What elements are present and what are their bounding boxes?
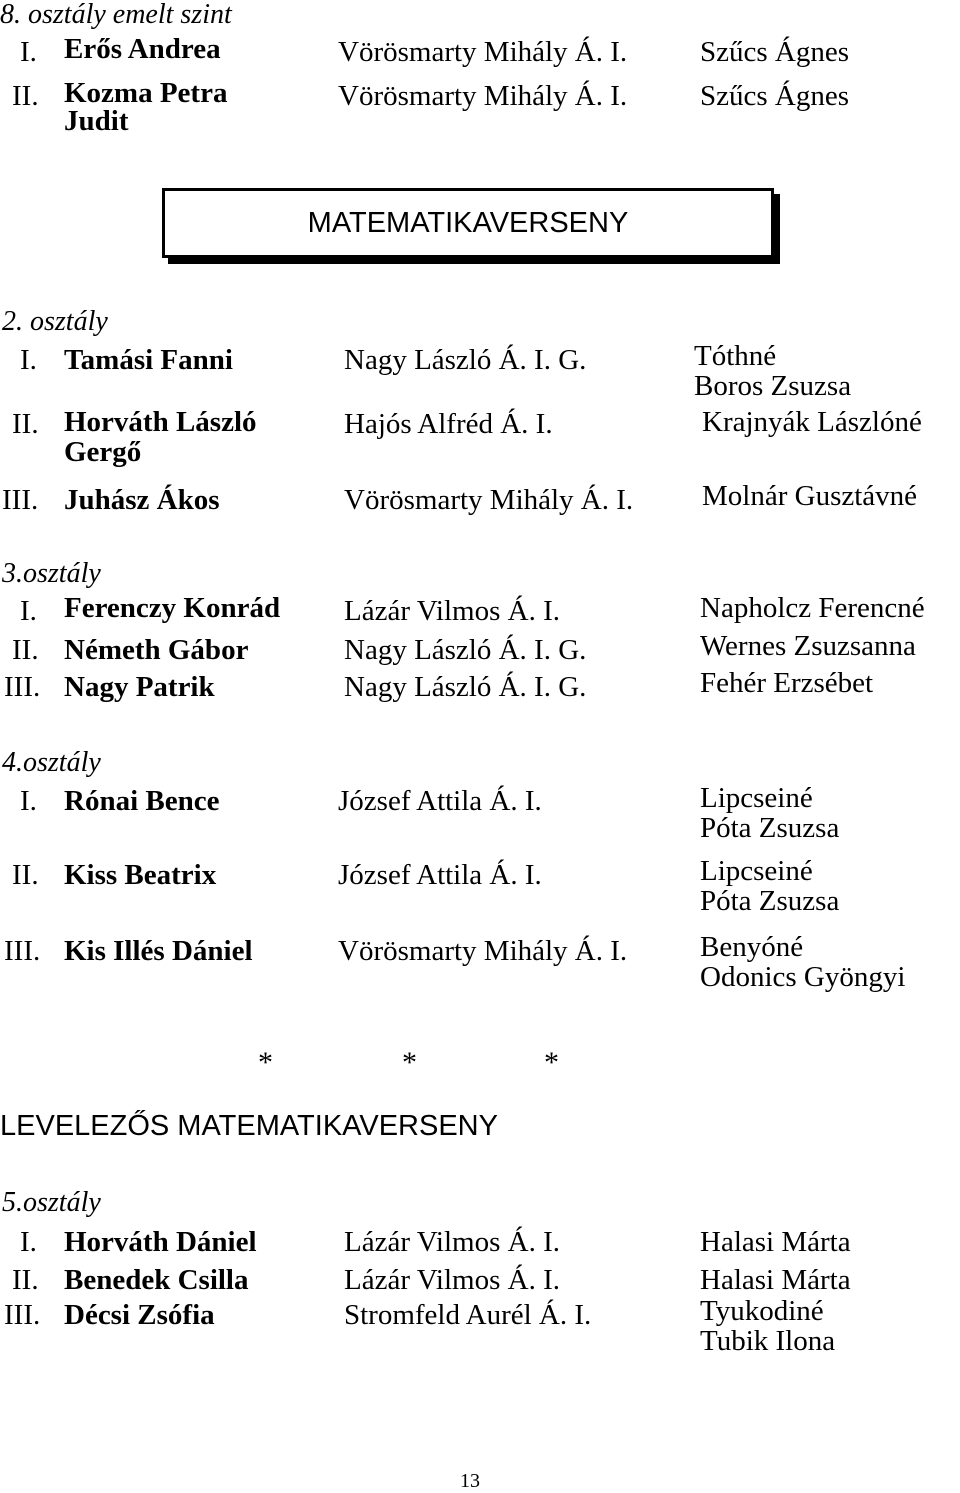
- student-name: Németh Gábor: [64, 634, 249, 666]
- section-heading-2: 2. osztály: [2, 306, 108, 337]
- teacher-name: Molnár Gusztávné: [702, 480, 918, 512]
- section-title-box: [162, 188, 774, 258]
- separator-star: *: [544, 1046, 559, 1079]
- student-name: Ferenczy Konrád: [64, 592, 281, 624]
- teacher-name: Tyukodiné: [700, 1295, 824, 1327]
- teacher-name-continued: Póta Zsuzsa: [700, 812, 840, 844]
- teacher-name: Szűcs Ágnes: [700, 80, 850, 112]
- school-name: Vörösmarty Mihály Á. I.: [338, 935, 628, 967]
- teacher-name: Lipcseiné: [700, 855, 813, 887]
- teacher-name: Krajnyák Lászlóné: [702, 406, 922, 438]
- school-name: Hajós Alfréd Á. I.: [344, 408, 553, 440]
- student-name: Décsi Zsófia: [64, 1299, 215, 1331]
- student-name: Benedek Csilla: [64, 1264, 249, 1296]
- student-name: Horváth Dániel: [64, 1226, 257, 1258]
- teacher-name: Fehér Erzsébet: [700, 667, 874, 699]
- teacher-name-continued: Póta Zsuzsa: [700, 885, 840, 917]
- school-name: Stromfeld Aurél Á. I.: [344, 1299, 592, 1331]
- separator-star: *: [258, 1046, 273, 1079]
- school-name: Lázár Vilmos Á. I.: [344, 1226, 560, 1258]
- student-name-continued: Gergő: [64, 436, 142, 468]
- teacher-name-continued: Boros Zsuzsa: [694, 370, 852, 402]
- teacher-name-continued: Tubik Ilona: [700, 1325, 836, 1357]
- place-label: II.: [12, 634, 39, 666]
- student-name: Kis Illés Dániel: [64, 935, 253, 967]
- student-name: Tamási Fanni: [64, 344, 233, 376]
- teacher-name: Benyóné: [700, 931, 804, 963]
- school-name: Vörösmarty Mihály Á. I.: [344, 484, 634, 516]
- student-name: Juhász Ákos: [64, 484, 220, 516]
- competition-title: MATEMATIKAVERSENY: [307, 207, 629, 239]
- student-name: Rónai Bence: [64, 785, 220, 817]
- student-name: Kozma Petra: [64, 77, 228, 109]
- place-label: I.: [20, 36, 37, 68]
- school-name: Nagy László Á. I. G.: [344, 634, 587, 666]
- student-name-continued: Judit: [64, 105, 129, 137]
- school-name: Lázár Vilmos Á. I.: [344, 1264, 560, 1296]
- student-name: Nagy Patrik: [64, 671, 215, 703]
- place-label: III.: [4, 1299, 41, 1331]
- place-label: I.: [20, 785, 37, 817]
- competition-title-correspondence: LEVELEZŐS MATEMATIKAVERSENY: [0, 1110, 498, 1142]
- page-number: 13: [460, 1470, 480, 1492]
- separator-star: *: [402, 1046, 417, 1079]
- teacher-name-continued: Odonics Gyöngyi: [700, 961, 906, 993]
- student-name: Kiss Beatrix: [64, 859, 217, 891]
- place-label: III.: [2, 484, 39, 516]
- school-name: József Attila Á. I.: [338, 785, 542, 817]
- school-name: Nagy László Á. I. G.: [344, 344, 587, 376]
- school-name: Lázár Vilmos Á. I.: [344, 595, 560, 627]
- student-name: Horváth László: [64, 406, 257, 438]
- teacher-name: Halasi Márta: [700, 1226, 851, 1258]
- place-label: II.: [12, 80, 39, 112]
- teacher-name: Napholcz Ferencné: [700, 592, 925, 624]
- teacher-name: Halasi Márta: [700, 1264, 851, 1296]
- school-name: Vörösmarty Mihály Á. I.: [338, 80, 628, 112]
- teacher-name: Wernes Zsuzsanna: [700, 630, 916, 662]
- teacher-name: Lipcseiné: [700, 782, 813, 814]
- section-heading-3: 3.osztály: [2, 558, 101, 589]
- place-label: I.: [20, 344, 37, 376]
- teacher-name: Szűcs Ágnes: [700, 36, 850, 68]
- place-label: I.: [20, 1226, 37, 1258]
- place-label: I.: [20, 595, 37, 627]
- school-name: Vörösmarty Mihály Á. I.: [338, 36, 628, 68]
- section-heading-4: 4.osztály: [2, 747, 101, 778]
- school-name: Nagy László Á. I. G.: [344, 671, 587, 703]
- section-heading-5: 5.osztály: [2, 1187, 101, 1218]
- section-heading-8: 8. osztály emelt szint: [0, 0, 232, 30]
- place-label: III.: [4, 935, 41, 967]
- place-label: II.: [12, 408, 39, 440]
- teacher-name: Tóthné: [694, 340, 777, 372]
- place-label: II.: [12, 859, 39, 891]
- student-name: Erős Andrea: [64, 33, 221, 65]
- place-label: II.: [12, 1264, 39, 1296]
- school-name: József Attila Á. I.: [338, 859, 542, 891]
- place-label: III.: [4, 671, 41, 703]
